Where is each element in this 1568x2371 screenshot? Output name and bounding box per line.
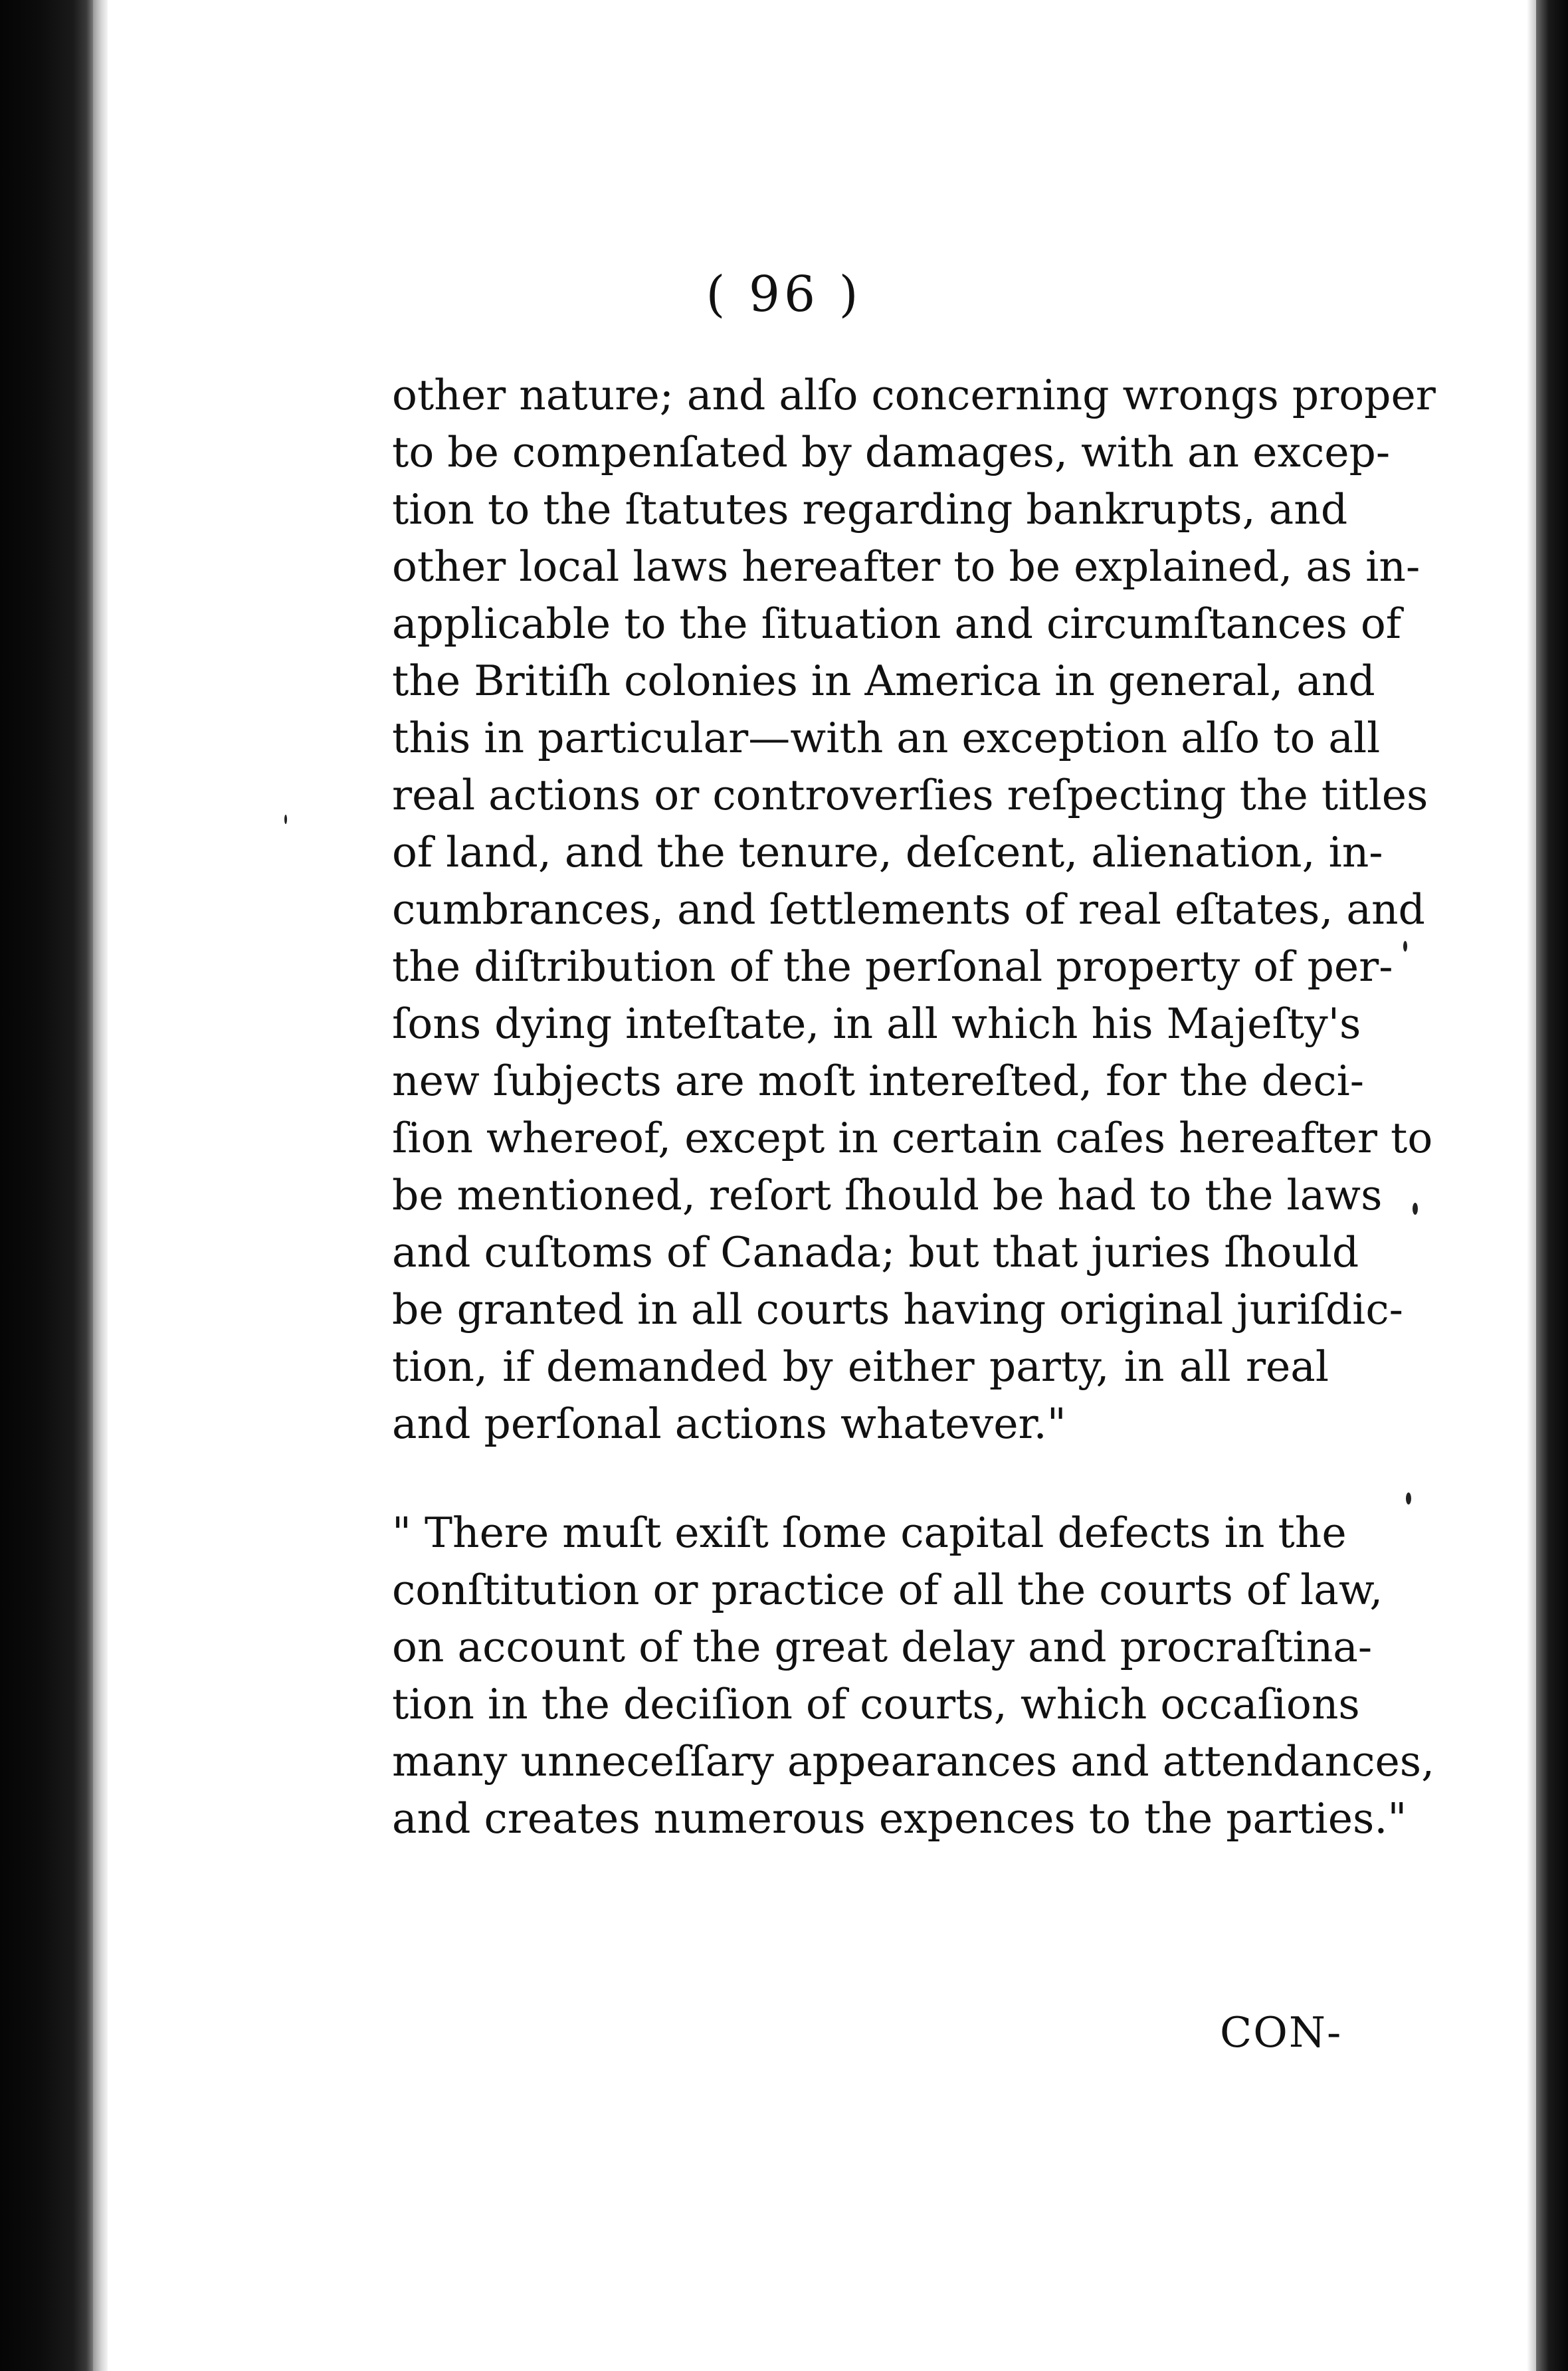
text-line: the diſtribution of the perſonal property of per- (392, 942, 1393, 991)
text-line: tion in the deciſion of courts, which occaſions (392, 1680, 1360, 1728)
text-line: this in particular—with an exception alſo to all (392, 714, 1381, 762)
text-line: the Britiſh colonies in America in general, and (392, 657, 1375, 705)
text-line: conſtitution or practice of all the courts of law, (392, 1566, 1383, 1614)
text-line: other local laws hereafter to be explained, as in- (392, 542, 1421, 591)
page-number: ( 96 ) (706, 266, 862, 323)
text-line: to be compenſated by damages, with an excep- (392, 428, 1391, 476)
text-line: many unneceſſary appearances and attendances, (392, 1737, 1435, 1786)
text-line: " There muſt exiſt ſome capital defects in the (392, 1508, 1347, 1557)
margin-speck (1406, 1493, 1411, 1504)
margin-speck (1413, 1203, 1418, 1215)
right-binding-edge (1536, 0, 1568, 2371)
text-line: on account of the great delay and procraſtina- (392, 1623, 1373, 1671)
text-line: new ſubjects are moſt intereſted, for the deci- (392, 1057, 1365, 1105)
text-line: of land, and the tenure, deſcent, alienation, in- (392, 828, 1383, 876)
text-line: other nature; and alſo concerning wrongs proper (392, 371, 1436, 419)
text-line: tion to the ſtatutes regarding bankrupts, and (392, 485, 1348, 534)
text-line: cumbrances, and ſettlements of real eſtates, and (392, 885, 1425, 934)
body-paragraph-1 (392, 367, 1436, 1453)
text-line: and creates numerous expences to the parties." (392, 1794, 1407, 1843)
left-binding-edge (0, 0, 93, 2371)
text-line: ſion whereof, except in certain caſes hereafter to (392, 1114, 1433, 1162)
text-line: tion, if demanded by either party, in all real (392, 1342, 1329, 1391)
catchword: CON- (1220, 2008, 1343, 2057)
margin-speck (1403, 941, 1407, 952)
text-line: and perſonal actions whatever." (392, 1399, 1066, 1448)
margin-speck (284, 815, 287, 824)
text-line: real actions or controverſies reſpecting the titles (392, 771, 1428, 819)
text-line: be mentioned, reſort ſhould be had to the laws (392, 1171, 1383, 1219)
right-page-edge-shadow (1527, 0, 1536, 2371)
text-line: applicable to the ſituation and circumſtances of (392, 599, 1402, 648)
text-line: be granted in all courts having original juriſdic- (392, 1285, 1403, 1334)
left-page-gutter (93, 0, 108, 2371)
body-paragraph-2 (392, 1504, 1435, 1847)
text-line: ſons dying inteſtate, in all which his Majeſty's (392, 999, 1361, 1048)
text-line: and cuſtoms of Canada; but that juries ſhould (392, 1228, 1359, 1277)
